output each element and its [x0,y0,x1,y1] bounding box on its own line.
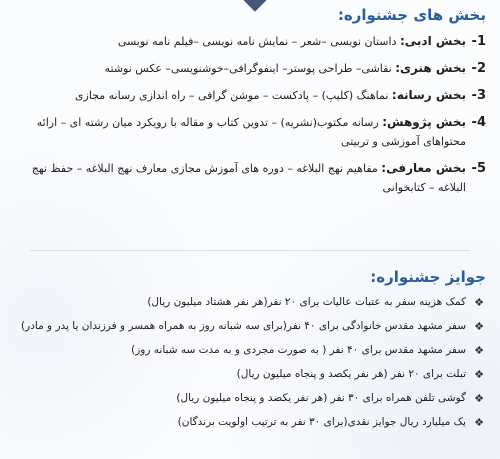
section-divider [30,250,470,251]
program-number: 5- [471,161,486,176]
diamond-bullet-icon: ❖ [474,392,484,405]
diamond-bullet-icon: ❖ [474,296,484,309]
prize-text: سفر مشهد مقدس خانوادگی برای ۴۰ نفر(برای سه شبانه روز به همراه همسر و فرزندان یا پدر و مادر) [21,320,466,332]
diamond-bullet-icon: ❖ [474,344,484,357]
prize-item [10,390,486,406]
prizes-heading: جوایز جشنواره: [370,268,486,286]
program-item-2 [10,59,486,78]
program-text: رسانه مکتوب(نشریه) – تدوین کتاب و مقاله با رویکرد میان رشته ای – ارائه محتواهای آموزشی و تربیتی [36,116,466,148]
program-item-5 [10,159,486,197]
program-item-3 [10,86,486,105]
prize-text: یک میلیارد ریال جوایز نقدی(برای ۳۰ نفر به ترتیب اولویت برندگان) [177,416,466,428]
prize-item [10,342,486,358]
prize-item [10,318,486,334]
program-text: داستان نویسی –شعر – نمایش نامه نویسی –فیلم نامه نویسی [117,35,397,48]
prize-item [10,366,486,382]
program-title: بخش ادبی: [399,34,466,48]
prizes-list [10,294,486,430]
programs-list [10,32,486,197]
prize-text: تبلت برای ۲۰ نفر (هر نفر یکصد و پنجاه میلیون ریال) [236,368,466,380]
program-text: نماهنگ (کلیپ) – پادکست – موشن گرافی – راه اندازی رسانه مجازی [74,89,389,102]
program-number: 2- [471,61,486,76]
program-title: بخش هنری: [395,61,466,75]
program-title: بخش پژوهش: [382,115,466,129]
programs-heading: بخش های جشنواره: [337,6,486,24]
diamond-bullet-icon: ❖ [474,320,484,333]
program-title: بخش رسانه: [391,88,466,102]
program-number: 4- [471,115,486,130]
program-number: 1- [471,34,486,49]
program-text: نقاشی– طراحی پوستر– اینفوگرافی–خوشنویسی– عکس نوشته [104,62,392,75]
prizes-section [10,268,486,438]
prize-text: سفر مشهد مقدس برای ۴۰ نفر ( به صورت مجردی و به مدت سه شبانه روز) [131,344,466,356]
program-item-4 [10,113,486,151]
prize-item [10,294,486,310]
programs-section [10,6,486,205]
program-text: مفاهیم نهج البلاغه – دوره های آموزش مجازی معارف نهج البلاغه – حفظ نهج البلاغه – کتابخوانی [31,162,466,194]
prize-text: گوشی تلفن همراه برای ۳۰ نفر (هر نفر یکصد و پنجاه میلیون ریال) [176,392,466,404]
diamond-bullet-icon: ❖ [474,416,484,429]
program-number: 3- [471,88,486,103]
prize-item [10,414,486,430]
diamond-bullet-icon: ❖ [474,368,484,381]
program-item-1 [10,32,486,51]
prize-text: کمک هزینه سفر به عتبات عالیات برای ۲۰ نفر(هر نفر هشتاد میلیون ریال) [147,296,466,308]
program-title: بخش معارفی: [381,161,466,175]
